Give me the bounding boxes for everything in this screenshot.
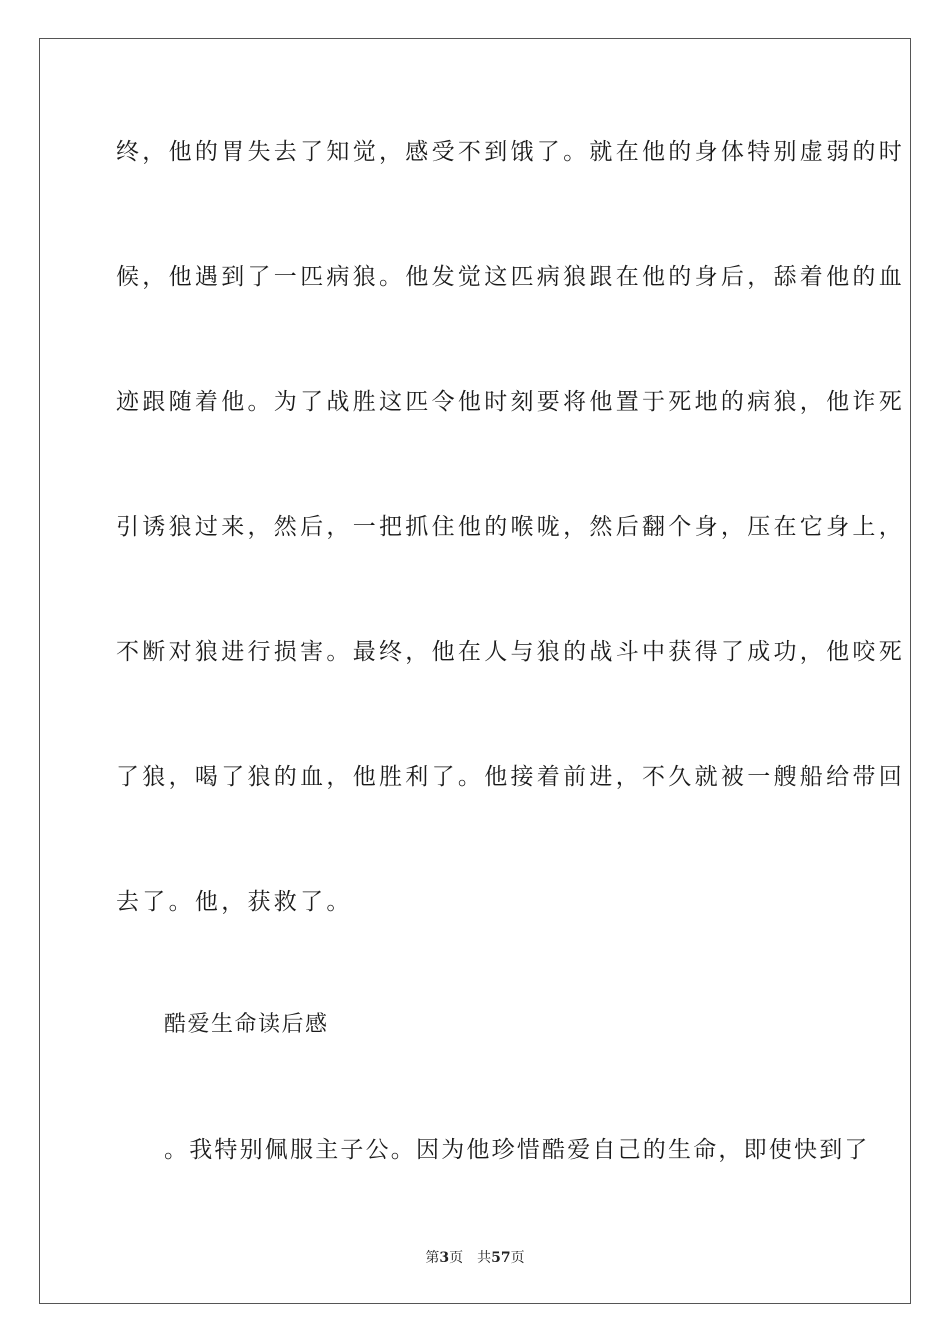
section-heading: 酷爱生命读后感 [164, 1012, 329, 1037]
total-page-count: 57 [491, 1250, 511, 1266]
body-line-4: 引诱狼过来，然后，一把抓住他的喉咙，然后翻个身，压在它身上， [116, 514, 905, 540]
body-line-5: 不断对狼进行损害。最终，他在人与狼的战斗中获得了成功，他咬死 [116, 639, 905, 665]
total-suffix: 页 [510, 1250, 525, 1266]
body-line-6: 了狼，喝了狼的血，他胜利了。他接着前进，不久就被一艘船给带回 [116, 764, 905, 790]
body-line-2: 候，他遇到了一匹病狼。他发觉这匹病狼跟在他的身后，舔着他的血 [116, 264, 905, 290]
total-prefix: 共 [477, 1250, 492, 1266]
body-line-7: 去了。他，获救了。 [116, 889, 353, 915]
body-line-1: 终，他的胃失去了知觉，感受不到饿了。就在他的身体特别虚弱的时 [116, 139, 905, 165]
body-line-3: 迹跟随着他。为了战胜这匹令他时刻要将他置于死地的病狼，他诈死 [116, 389, 905, 415]
current-page-number: 3 [439, 1250, 450, 1266]
page-footer [0, 1248, 950, 1268]
page-frame [39, 38, 911, 1304]
page-prefix: 第 [425, 1250, 440, 1266]
page-suffix: 页 [449, 1250, 464, 1266]
paragraph-2-line-1: 。我特别佩服主子公。因为他珍惜酷爱自己的生命，即使快到了 [164, 1137, 870, 1163]
